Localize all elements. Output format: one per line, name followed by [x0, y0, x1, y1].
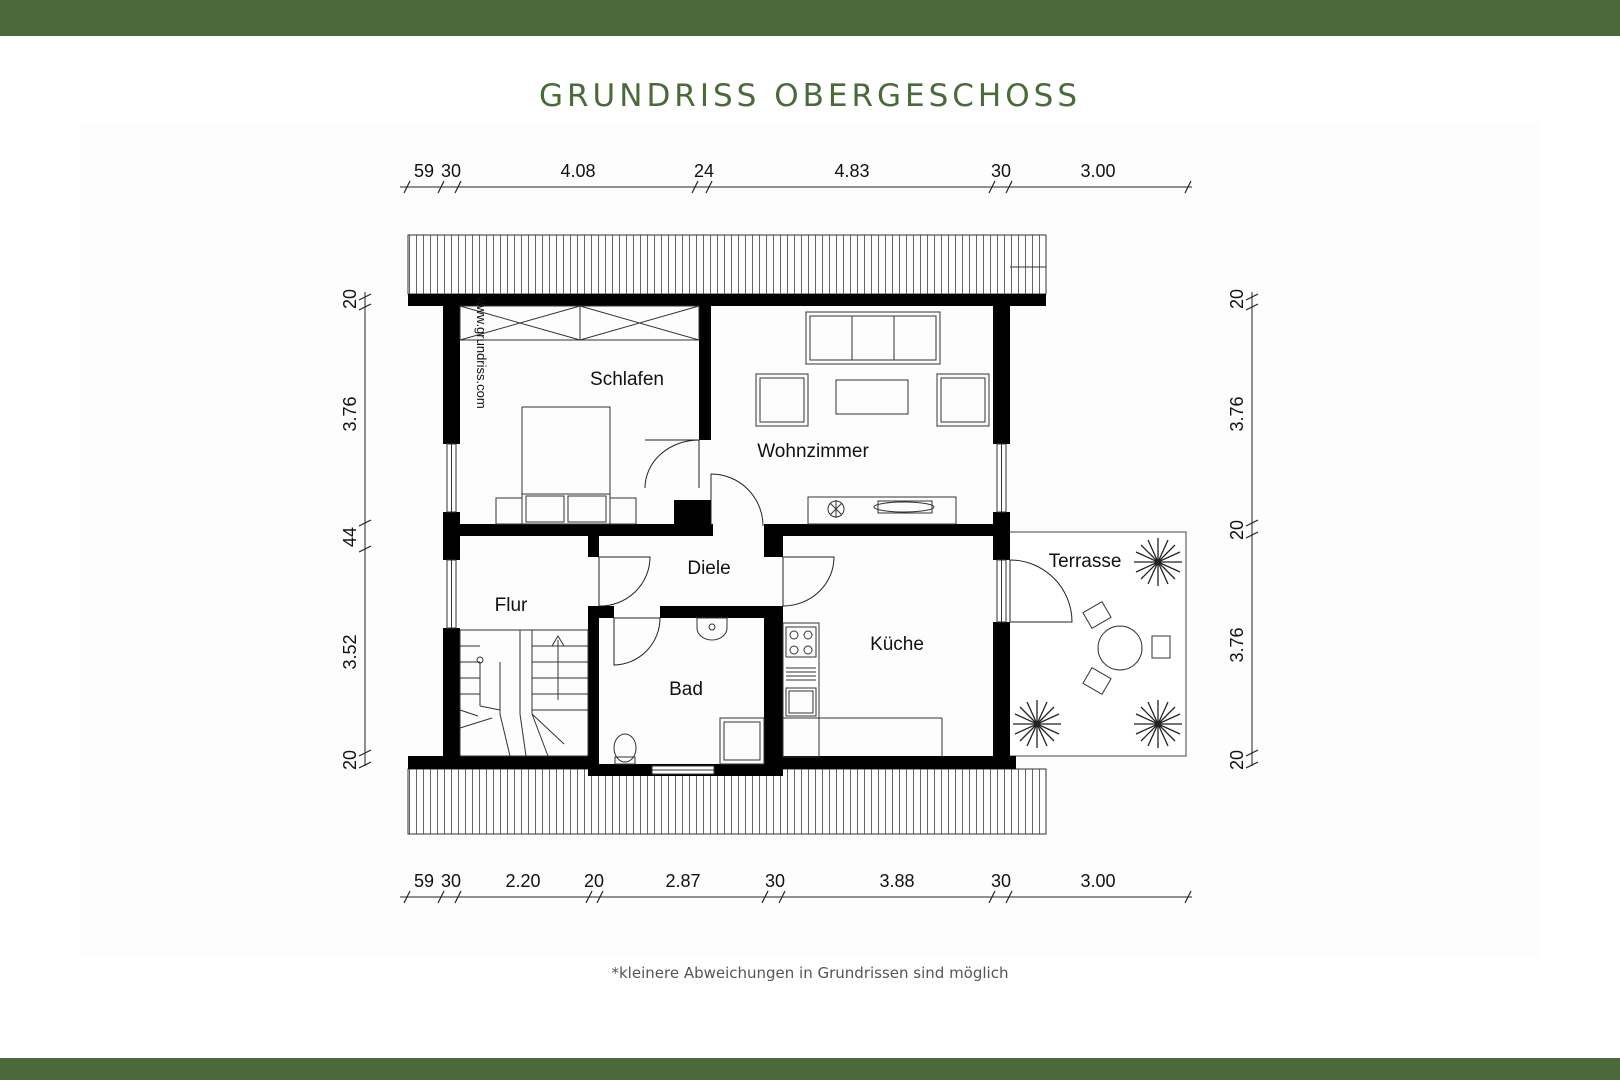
room-label-schlafen: Schlafen [590, 369, 664, 390]
dim-bottom-7: 3.88 [879, 871, 915, 891]
walls [408, 294, 1046, 776]
dim-right-3: 20 [1227, 519, 1247, 541]
dim-left-1: 20 [340, 288, 360, 310]
dim-top-7: 3.00 [1080, 161, 1116, 181]
dim-right-2: 3.76 [1227, 396, 1247, 432]
room-label-terrasse: Terrasse [1048, 551, 1122, 572]
dim-top-5: 4.83 [834, 161, 870, 181]
room-label-bad: Bad [669, 679, 703, 700]
dim-bottom-3: 2.20 [505, 871, 541, 891]
room-label-kueche: Küche [870, 634, 924, 655]
room-label-diele: Diele [687, 558, 731, 579]
dim-bottom-6: 30 [764, 871, 786, 891]
living-room-furniture [756, 312, 989, 524]
dim-top-4: 24 [693, 161, 715, 181]
dim-bottom-4: 20 [583, 871, 605, 891]
dim-bottom-8: 30 [990, 871, 1012, 891]
dim-left-4: 3.52 [340, 634, 360, 670]
dim-bottom-9: 3.00 [1080, 871, 1116, 891]
staircase [460, 630, 588, 756]
dim-top-3: 4.08 [560, 161, 596, 181]
footnote: *kleinere Abweichungen in Grundrissen sind möglich [611, 964, 1009, 982]
dim-bottom-1: 59 [413, 871, 435, 891]
watermark: www.grundriss.com [474, 296, 489, 409]
dim-left-2: 3.76 [340, 396, 360, 432]
dim-left-5: 20 [340, 749, 360, 771]
dim-right-5: 20 [1227, 749, 1247, 771]
dim-top-6: 30 [990, 161, 1012, 181]
bedroom-furniture [460, 306, 699, 524]
room-label-flur: Flur [494, 595, 528, 616]
room-label-wohnzimmer: Wohnzimmer [757, 441, 869, 462]
dim-top-2: 30 [440, 161, 462, 181]
dim-right-1: 20 [1227, 288, 1247, 310]
dim-right-4: 3.76 [1227, 627, 1247, 663]
page-title: GRUNDRISS OBERGESCHOSS [539, 78, 1081, 114]
dim-top-1: 59 [413, 161, 435, 181]
dim-left-3: 44 [340, 526, 360, 548]
dim-bottom-2: 30 [440, 871, 462, 891]
dim-bottom-5: 2.87 [665, 871, 701, 891]
